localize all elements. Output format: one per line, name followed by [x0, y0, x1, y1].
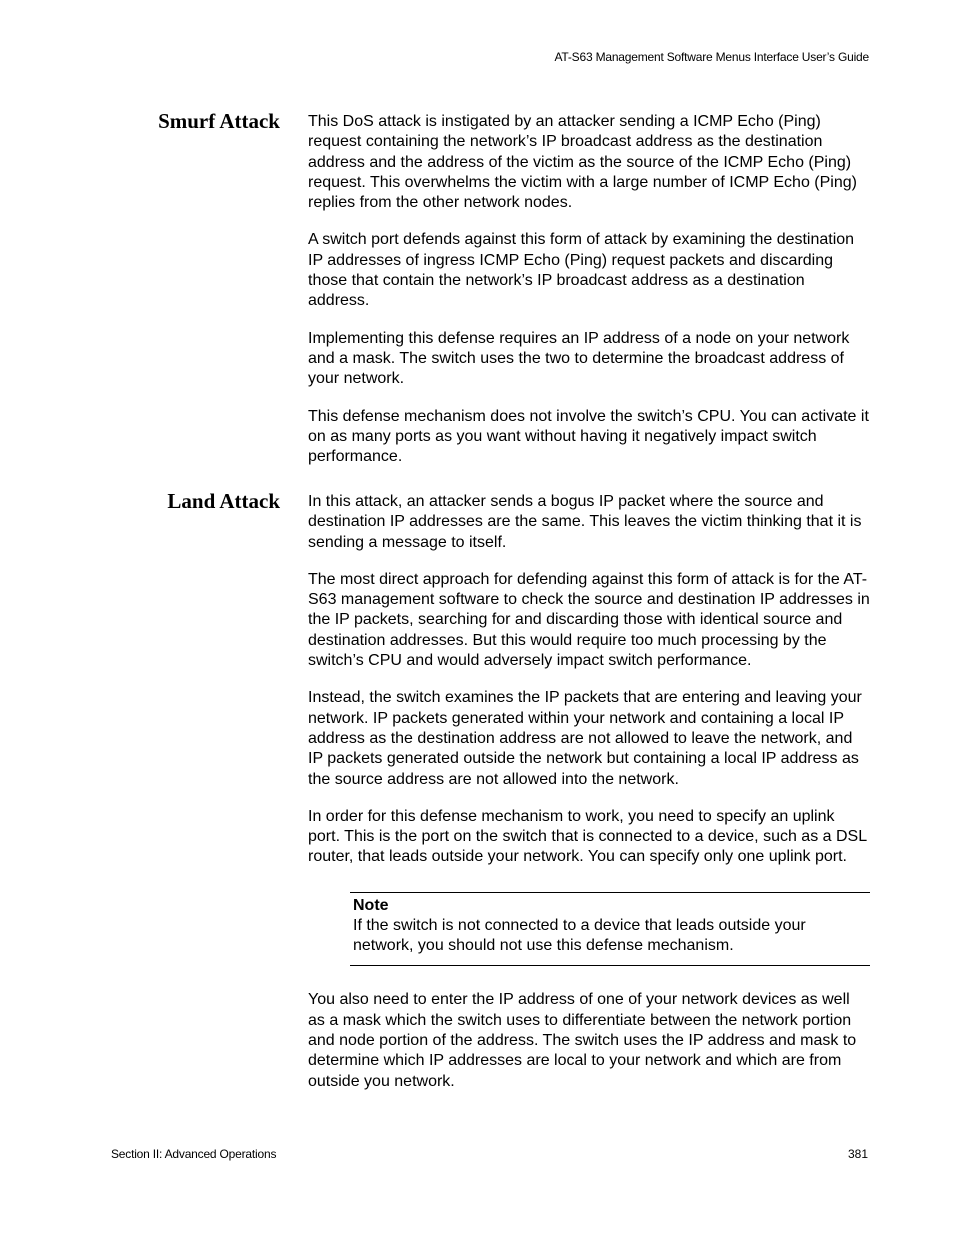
paragraph: Implementing this defense requires an IP address of a node on your network and a mask. The switch uses the two to determine the broadcast address of your network.: [308, 329, 850, 388]
section-heading: Land Attack: [167, 489, 280, 513]
running-header: AT-S63 Management Software Menus Interface User’s Guide: [554, 50, 869, 64]
section-heading: Smurf Attack: [158, 109, 280, 133]
section-body: [308, 112, 870, 484]
paragraph: In order for this defense mechanism to work, you need to specify an uplink port. This is the port on the switch that is connected to a device, such as a DSL router, that leads outside your network. You can specify only one uplink port.: [308, 807, 867, 866]
note-title: Note: [353, 896, 389, 914]
footer-section-label: Section II: Advanced Operations: [111, 1147, 277, 1161]
note-box: [350, 892, 870, 967]
footer-page-number: 381: [847, 1147, 868, 1161]
paragraph: In this attack, an attacker sends a bogus IP packet where the source and destination IP addresses are the same. This leaves the victim thinking that it is sending a message to itself.: [308, 493, 862, 551]
paragraph: The most direct approach for defending against this form of attack is for the AT-S63 management software to check the source and destination IP addresses in the IP packets, searching for and discarding those with identical source and destination addresses. But this would require too much processing by the switch’s CPU and would adversely impact switch performance.: [308, 570, 870, 670]
paragraph: This defense mechanism does not involve the switch’s CPU. You can activate it on as many ports as you want without having it negatively impact switch performance.: [308, 407, 869, 466]
note-text: If the switch is not connected to a device that leads outside your network, you should not use this defense mechanism.: [353, 916, 806, 955]
paragraph: A switch port defends against this form of attack by examining the destination IP addresses of ingress ICMP Echo (Ping) request packets and discarding those that contain the network’s IP broadcast address as a destination address.: [308, 231, 855, 310]
paragraph: Instead, the switch examines the IP packets that are entering and leaving your network. IP packets generated within your network and containing a local IP address as the destination address are not allowed to leave the network, and IP packets generated outside the network but containing a local IP address as the source address are not allowed into the network.: [308, 689, 862, 788]
paragraph: This DoS attack is instigated by an attacker sending a ICMP Echo (Ping) request containing the network’s IP broadcast address as the destination address and the address of the victim as the source of the ICMP Echo (Ping) request. This overwhelms the victim with a large number of ICMP Echo (Ping) replies from the other network nodes.: [308, 113, 857, 212]
paragraph: You also need to enter the IP address of one of your network devices as well as a mask which the switch uses to differentiate between the network portion and node portion of the address. The switch uses the IP address and mask to determine which IP addresses are local to your network and which are from outside you network.: [308, 991, 857, 1090]
section-body: [308, 492, 870, 1109]
